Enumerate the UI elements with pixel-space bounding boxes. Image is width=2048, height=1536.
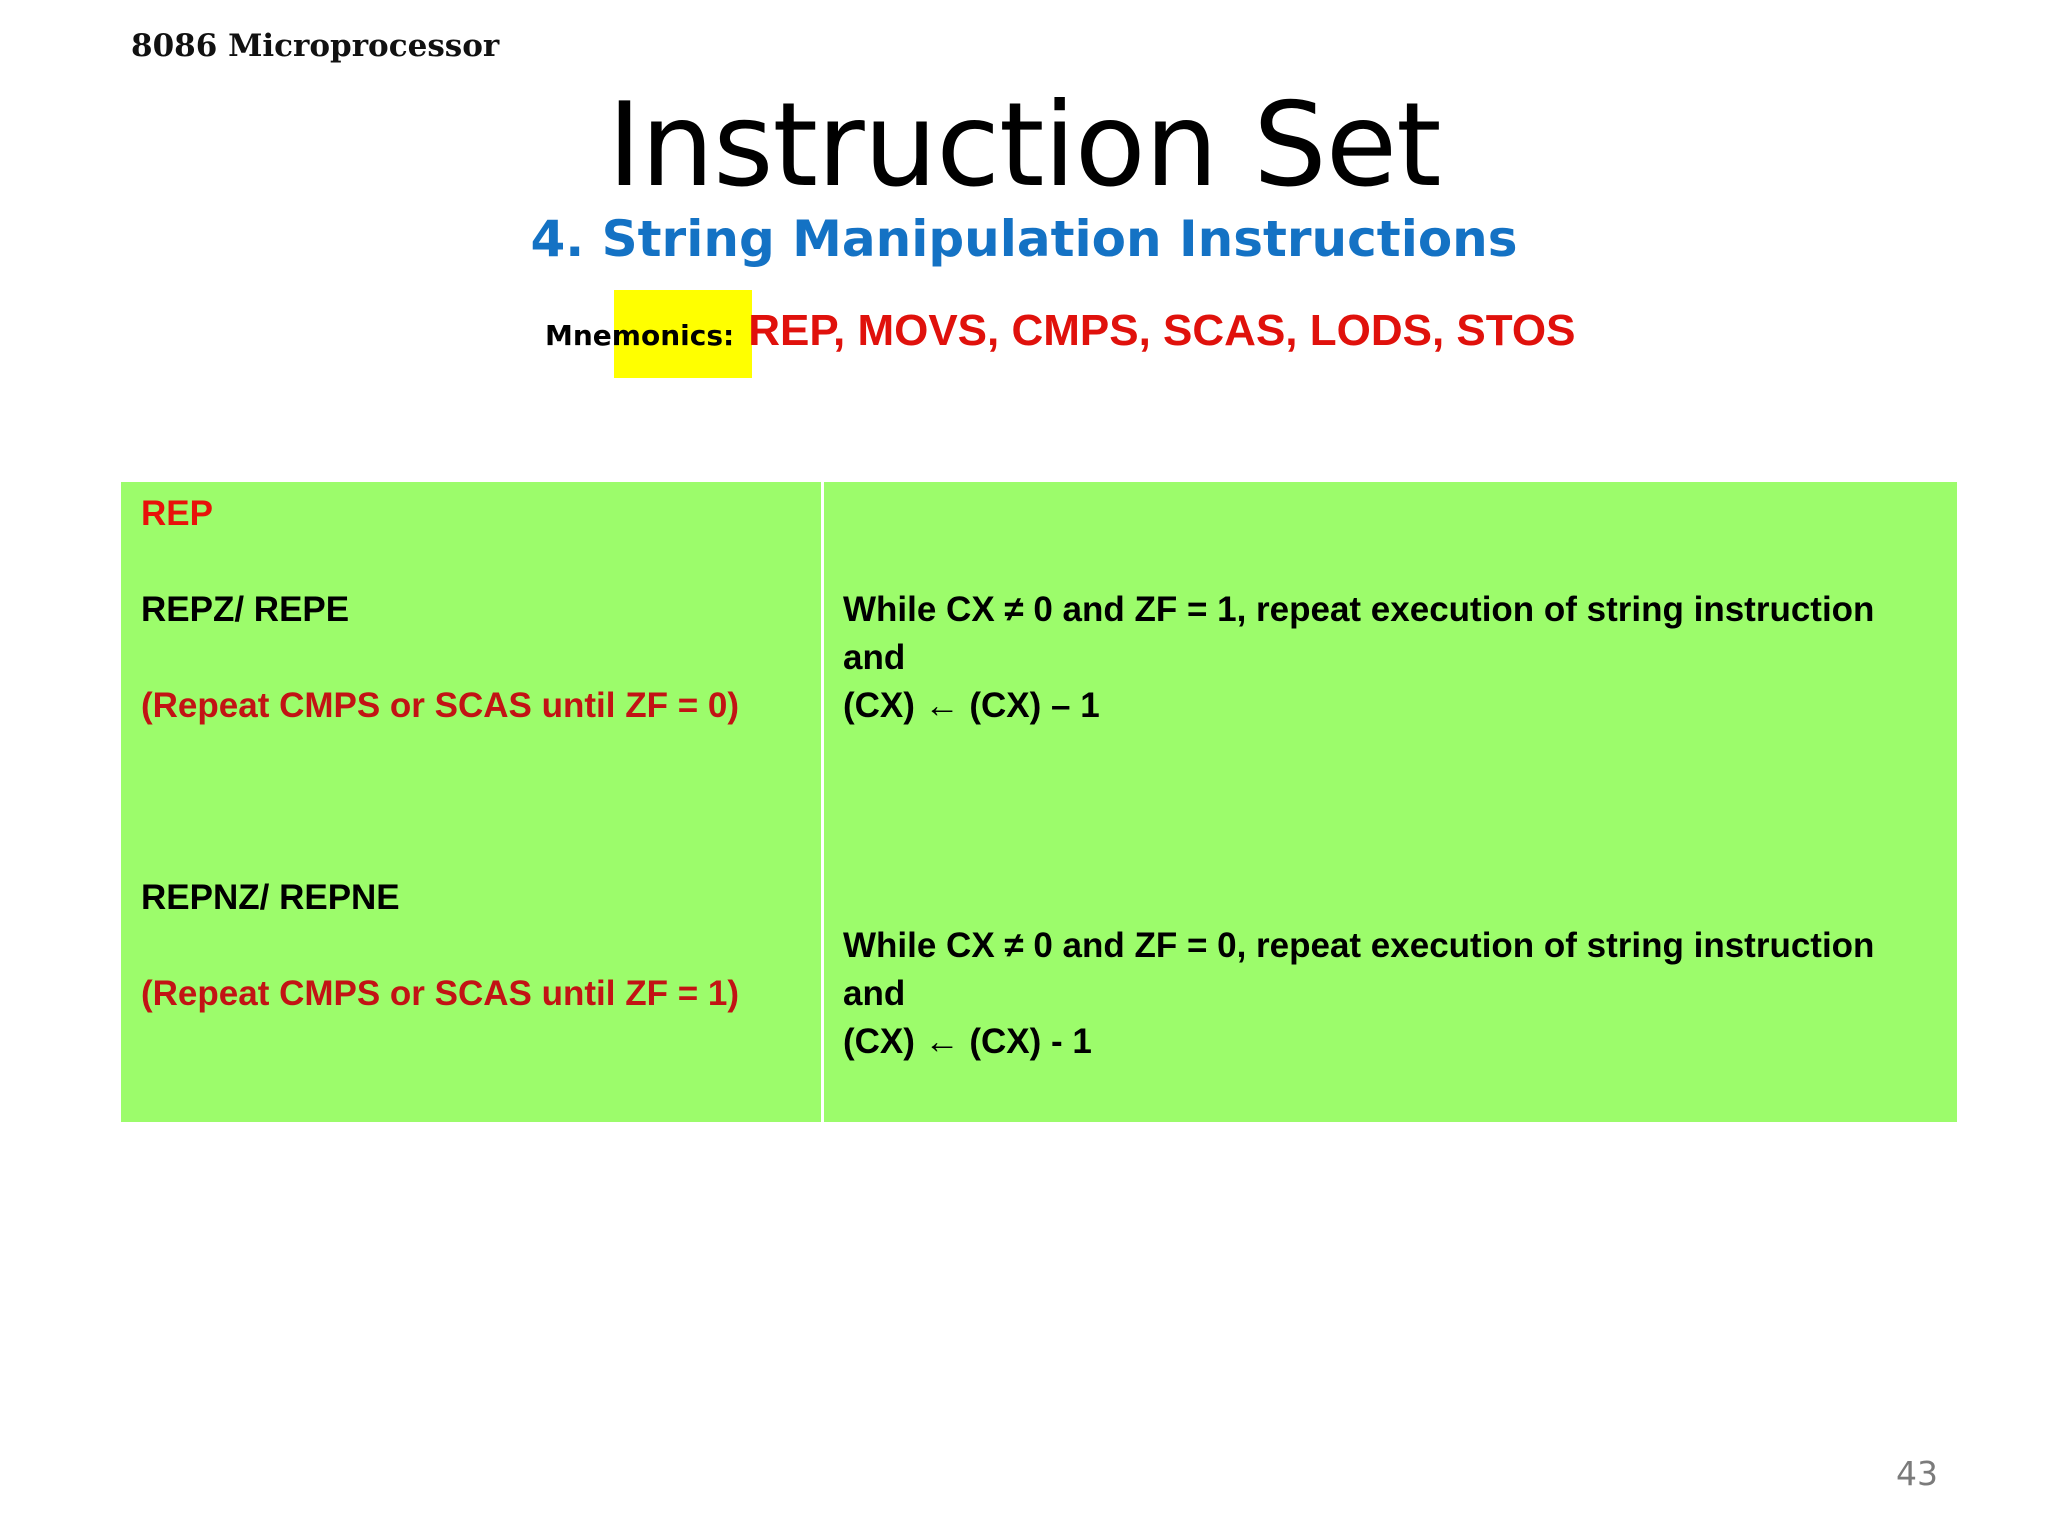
repnz-description-line1: While CX ≠ 0 and ZF = 0, repeat execution of string instruction <box>843 926 1875 965</box>
repz-description-line2: and <box>843 638 906 677</box>
slide-title: Instruction Set <box>607 78 1441 213</box>
instruction-table <box>121 482 1957 1122</box>
repnz-label: REPNZ/ REPNE <box>141 878 400 917</box>
course-title: 8086 Microprocessor <box>131 28 500 64</box>
rep-label: REP <box>141 494 213 533</box>
repz-description-line1: While CX ≠ 0 and ZF = 1, repeat execution of string instruction <box>843 590 1875 629</box>
mnemonics-list: REP, MOVS, CMPS, SCAS, LODS, STOS <box>748 306 1576 355</box>
repz-description-line3: (CX) ← (CX) – 1 <box>843 686 1100 725</box>
slide-subtitle: 4. String Manipulation Instructions <box>530 210 1518 268</box>
repnz-description-line2: and <box>843 974 906 1013</box>
page-number: 43 <box>1896 1454 1938 1493</box>
repnz-note: (Repeat CMPS or SCAS until ZF = 1) <box>141 974 739 1013</box>
repz-label: REPZ/ REPE <box>141 590 350 629</box>
table-column-divider <box>821 482 824 1122</box>
repz-note: (Repeat CMPS or SCAS until ZF = 0) <box>141 686 739 725</box>
mnemonics-line <box>545 306 1575 356</box>
mnemonics-label: Mnemonics: <box>545 319 735 352</box>
repnz-description-line3: (CX) ← (CX) - 1 <box>843 1022 1092 1061</box>
